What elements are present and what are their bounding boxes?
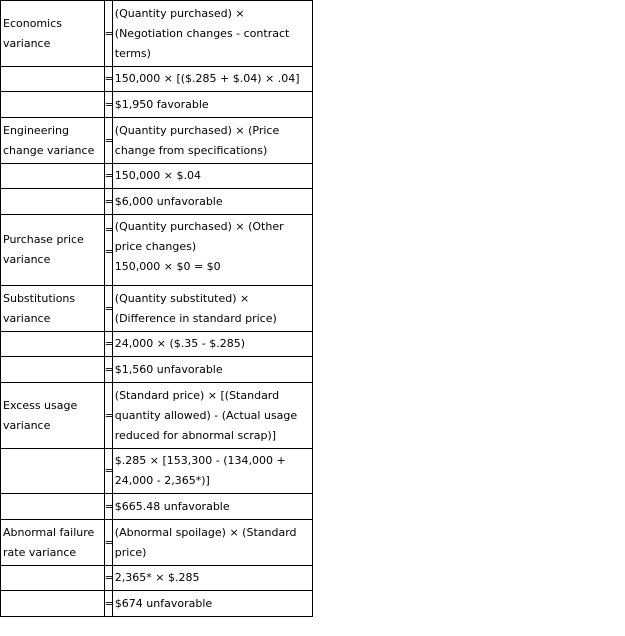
equals-sign: = (104, 357, 112, 383)
row-expression: $1,560 unfavorable (112, 357, 312, 383)
row-label (1, 494, 105, 520)
equals-sign: = (104, 449, 112, 494)
table-row (1, 566, 313, 591)
table-row (1, 383, 313, 449)
row-label: Economics variance (1, 1, 105, 67)
table-row (1, 286, 313, 332)
equals-sign: = (104, 92, 112, 118)
row-label (1, 189, 105, 215)
equals-sign: = (104, 189, 112, 215)
equals-sign: = (104, 118, 112, 164)
row-expression: (Quantity purchased) × (Price change from specifications) (112, 118, 312, 164)
equals-sign: = (104, 332, 112, 357)
table-row (1, 494, 313, 520)
table-row (1, 332, 313, 357)
row-label: Purchase price variance (1, 215, 105, 286)
row-label (1, 332, 105, 357)
equals-sign: = (104, 566, 112, 591)
table-row (1, 92, 313, 118)
table-row (1, 520, 313, 566)
row-expression: (Standard price) × [(Standard quantity allowed) - (Actual usage reduced for abnormal scrap)] (112, 383, 312, 449)
row-expression: $6,000 unfavorable (112, 189, 312, 215)
row-expression (112, 215, 312, 286)
row-expression: (Abnormal spoilage) × (Standard price) (112, 520, 312, 566)
table-row (1, 164, 313, 189)
row-expression: 2,365* × $.285 (112, 566, 312, 591)
equals-sign (104, 215, 112, 286)
row-label (1, 67, 105, 92)
row-expression: $1,950 favorable (112, 92, 312, 118)
table-row (1, 449, 313, 494)
row-label (1, 357, 105, 383)
row-expression-secondary: 150,000 × $0 = $0 (114, 260, 221, 273)
equals-sign: = (104, 591, 112, 617)
variance-table (0, 0, 313, 617)
equals-sign-secondary: = (104, 245, 114, 258)
row-label (1, 92, 105, 118)
row-label: Abnormal failure rate variance (1, 520, 105, 566)
row-label (1, 449, 105, 494)
row-expression: (Quantity purchased) × (Negotiation changes - contract terms) (112, 1, 312, 67)
row-label: Engineering change variance (1, 118, 105, 164)
equals-sign-primary: = (104, 223, 114, 236)
equals-sign: = (104, 164, 112, 189)
row-expression: $.285 × [153,300 - (134,000 + 24,000 - 2,365*)] (112, 449, 312, 494)
row-label (1, 566, 105, 591)
row-expression: $665.48 unfavorable (112, 494, 312, 520)
row-expression: 150,000 × [($.285 + $.04) × .04] (112, 67, 312, 92)
row-expression-primary: (Quantity purchased) × (Other price changes) (114, 220, 284, 253)
equals-sign: = (104, 383, 112, 449)
table-row (1, 189, 313, 215)
table-row (1, 591, 313, 617)
row-expression: (Quantity substituted) × (Difference in standard price) (112, 286, 312, 332)
table-row (1, 215, 313, 286)
equals-sign: = (104, 1, 112, 67)
table-row (1, 357, 313, 383)
row-expression: $674 unfavorable (112, 591, 312, 617)
equals-sign: = (104, 67, 112, 92)
table-row (1, 118, 313, 164)
row-label: Substitutions variance (1, 286, 105, 332)
equals-sign: = (104, 494, 112, 520)
row-label (1, 164, 105, 189)
row-expression: 24,000 × ($.35 - $.285) (112, 332, 312, 357)
row-label: Excess usage variance (1, 383, 105, 449)
table-row (1, 67, 313, 92)
row-label (1, 591, 105, 617)
row-expression: 150,000 × $.04 (112, 164, 312, 189)
equals-sign: = (104, 286, 112, 332)
table-row (1, 1, 313, 67)
equals-sign: = (104, 520, 112, 566)
